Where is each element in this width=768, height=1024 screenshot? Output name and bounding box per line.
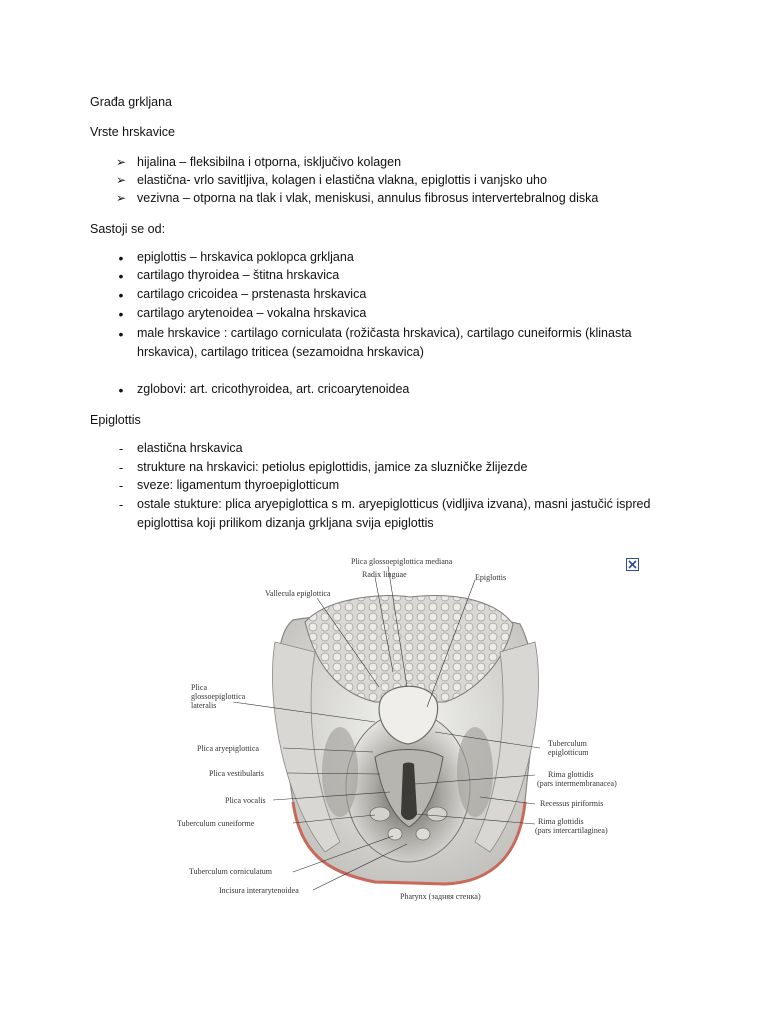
label-incisura: Incisura interarytenoidea bbox=[219, 886, 299, 895]
list-item: elastična hrskavica bbox=[137, 441, 243, 455]
list-item: sveze: ligamentum thyroepiglotticum bbox=[137, 478, 340, 492]
list-item: vezivna – otporna na tlak i vlak, meniskusi, annulus fibrosus intervertebralnog diska bbox=[137, 191, 599, 205]
label-rima-cart-2: (pars intercartilaginea) bbox=[535, 826, 608, 835]
dash-bullet-icon: - bbox=[118, 441, 124, 456]
label-rima-cart-1: Rima glottidis bbox=[538, 817, 584, 826]
label-plica-glosso-lat-2: glossoepiglottica bbox=[191, 692, 246, 701]
corniculate-tubercle-right bbox=[416, 828, 430, 840]
list-item: cartilago arytenoidea – vokalna hrskavica bbox=[137, 306, 367, 320]
list-item: hijalina – fleksibilna i otporna, isključivo kolagen bbox=[137, 155, 402, 169]
bullet-icon: • bbox=[118, 287, 124, 303]
label-pharynx: Pharynx (задняя стенка) bbox=[400, 892, 481, 901]
list-item: elastična- vrlo savitljiva, kolagen i elastična vlakna, epiglottis i vanjsko uho bbox=[137, 173, 547, 187]
label-epiglottis: Epiglottis bbox=[475, 573, 507, 582]
list-item: strukture na hrskavici: petiolus epiglottidis, jamice za sluzničke žlijezde bbox=[137, 460, 528, 474]
bullet-icon: • bbox=[118, 326, 124, 342]
bullet-icon: • bbox=[118, 250, 124, 266]
label-plica-glosso-mediana: Plica glossoepiglottica mediana bbox=[351, 557, 453, 566]
label-tuberculum-corniculatum: Tuberculum corniculatum bbox=[189, 867, 273, 876]
label-rima-memb-2: (pars intermembranacea) bbox=[537, 779, 617, 788]
dash-bullet-icon: - bbox=[118, 460, 124, 475]
list-item-continuation: hrskavica), cartilago triticea (sezamoidna hrskavica) bbox=[137, 345, 424, 359]
section-heading-sastoji: Sastoji se od: bbox=[90, 222, 166, 236]
label-plica-glosso-lat-1: Plica bbox=[191, 683, 207, 692]
label-plica-glosso-lat-3: lateralis bbox=[191, 701, 217, 710]
piriform-recess-right bbox=[457, 727, 493, 817]
list-item: zglobovi: art. cricothyroidea, art. cricoarytenoidea bbox=[137, 382, 410, 396]
dash-bullet-icon: - bbox=[118, 478, 124, 493]
label-vallecula: Vallecula epiglottica bbox=[265, 589, 331, 598]
label-tuberculum-cuneiforme: Tuberculum cuneiforme bbox=[177, 819, 255, 828]
label-plica-vestibularis: Plica vestibularis bbox=[209, 769, 264, 778]
label-plica-aryepiglottica: Plica aryepiglottica bbox=[197, 744, 259, 753]
arrow-bullet-icon: ➢ bbox=[115, 191, 127, 205]
list-item: male hrskavice : cartilago corniculata (rožičasta hrskavica), cartilago cuneiformis (klinasta bbox=[137, 326, 632, 340]
label-radix-linguae: Radix linguae bbox=[362, 570, 407, 579]
dash-bullet-icon: - bbox=[118, 497, 124, 512]
list-item: cartilago thyroidea – štitna hrskavica bbox=[137, 268, 340, 282]
list-item: ostale stukture: plica aryepiglottica s m. aryepiglotticus (vidljiva izvana), masni jastučić ispred bbox=[137, 497, 651, 511]
label-tuberculum-epiglott-2: epiglotticum bbox=[548, 748, 589, 757]
label-tuberculum-epiglott-1: Tuberculum bbox=[548, 739, 587, 748]
list-item-continuation: epiglottisa koji prilikom dizanja grkljana svija epiglottis bbox=[137, 516, 434, 530]
document-title: Građa grkljana bbox=[90, 95, 172, 109]
label-plica-vocalis: Plica vocalis bbox=[225, 796, 266, 805]
list-item: epiglottis – hrskavica poklopca grkljana bbox=[137, 250, 354, 264]
arrow-bullet-icon: ➢ bbox=[115, 173, 127, 187]
cuneiform-tubercle-left bbox=[370, 807, 390, 821]
piriform-recess-left bbox=[322, 727, 358, 817]
section-heading-vrste: Vrste hrskavice bbox=[90, 125, 175, 139]
section-heading-epiglottis: Epiglottis bbox=[90, 413, 141, 427]
larynx-illustration bbox=[175, 552, 645, 907]
list-item: cartilago cricoidea – prstenasta hrskavica bbox=[137, 287, 367, 301]
label-rima-memb-1: Rima glottidis bbox=[548, 770, 594, 779]
cuneiform-tubercle-right bbox=[427, 807, 447, 821]
corniculate-tubercle-left bbox=[388, 828, 402, 840]
arrow-bullet-icon: ➢ bbox=[115, 155, 127, 169]
label-recessus-piriformis: Recessus piriformis bbox=[540, 799, 604, 808]
bullet-icon: • bbox=[118, 306, 124, 322]
bullet-icon: • bbox=[118, 268, 124, 284]
bullet-icon: • bbox=[118, 382, 124, 398]
